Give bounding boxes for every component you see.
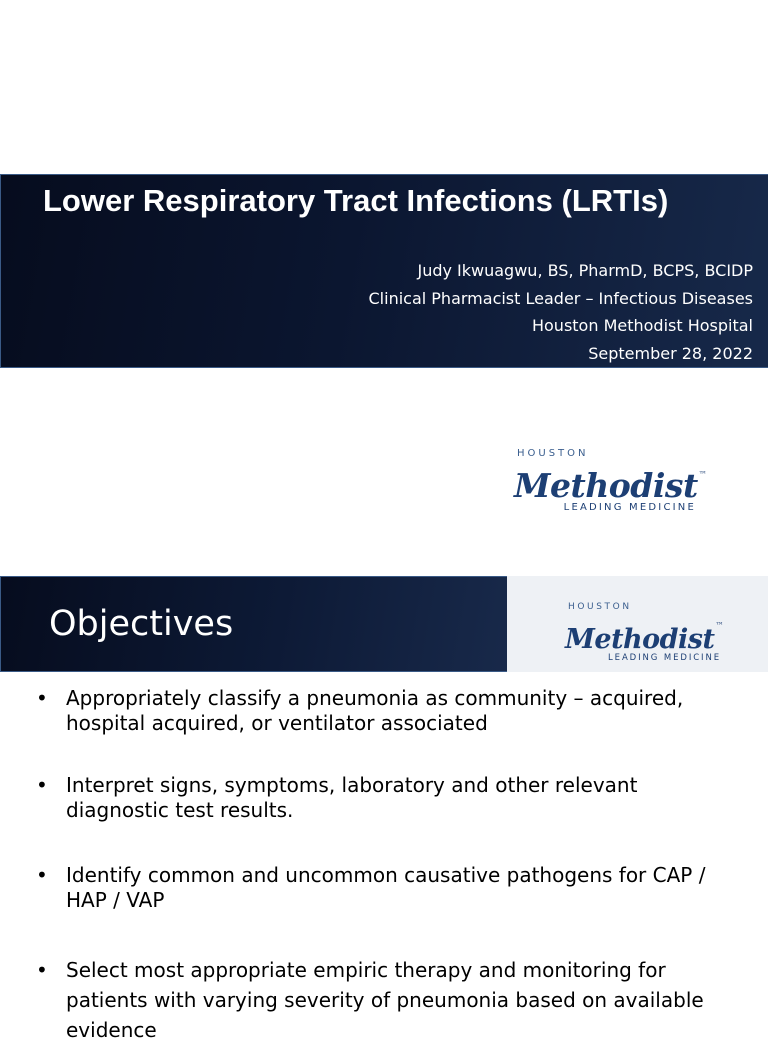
objectives-logo-panel [507, 576, 768, 672]
bullet-icon: • [36, 863, 48, 887]
logo-wordmark-text: Methodist [514, 466, 698, 505]
presenter-info [369, 257, 754, 367]
bullet-icon: • [36, 686, 48, 710]
logo-wordmark [514, 459, 707, 505]
logo-tagline: LEADING MEDICINE [563, 502, 696, 513]
objective-text: Identify common and uncommon causative pathogens for CAP / HAP / VAP [66, 863, 706, 912]
objective-text: Appropriately classify a pneumonia as community – acquired, hospital acquired, or ventilator associated [66, 686, 684, 735]
presentation-date: September 28, 2022 [588, 343, 753, 363]
objectives-heading: Objectives [49, 604, 234, 644]
objective-item [36, 773, 736, 823]
objective-text: Interpret signs, symptoms, laboratory and other relevant diagnostic test results. [66, 773, 638, 822]
logo-top-text: HOUSTON [568, 602, 632, 612]
bullet-icon: • [36, 773, 48, 797]
presenter-role: Clinical Pharmacist Leader – Infectious Diseases [368, 288, 753, 308]
houston-methodist-logo [514, 448, 707, 514]
objective-item [36, 686, 736, 736]
logo-wordmark [565, 612, 723, 653]
logo-top-text: HOUSTON [517, 448, 589, 459]
objectives-header [0, 576, 507, 672]
bullet-icon: • [36, 958, 48, 982]
presentation-title: Lower Respiratory Tract Infections (LRTIs) [43, 183, 669, 218]
logo-wordmark-text: Methodist [565, 624, 715, 655]
logo-trademark: ™ [715, 621, 723, 630]
presenter-institution: Houston Methodist Hospital [531, 316, 753, 335]
objective-text: Select most appropriate empiric therapy and monitoring for patients with varying severity of pneumonia based on available evidence [66, 958, 704, 1042]
logo-trademark: ™ [698, 470, 707, 479]
logo-tagline: LEADING MEDICINE [608, 653, 721, 663]
objective-item [36, 863, 736, 913]
objective-item [36, 955, 736, 1045]
title-banner [0, 174, 768, 368]
houston-methodist-logo-small [565, 603, 723, 663]
presenter-name: Judy Ikwuagwu, BS, PharmD, BCPS, BCIDP [417, 261, 753, 280]
